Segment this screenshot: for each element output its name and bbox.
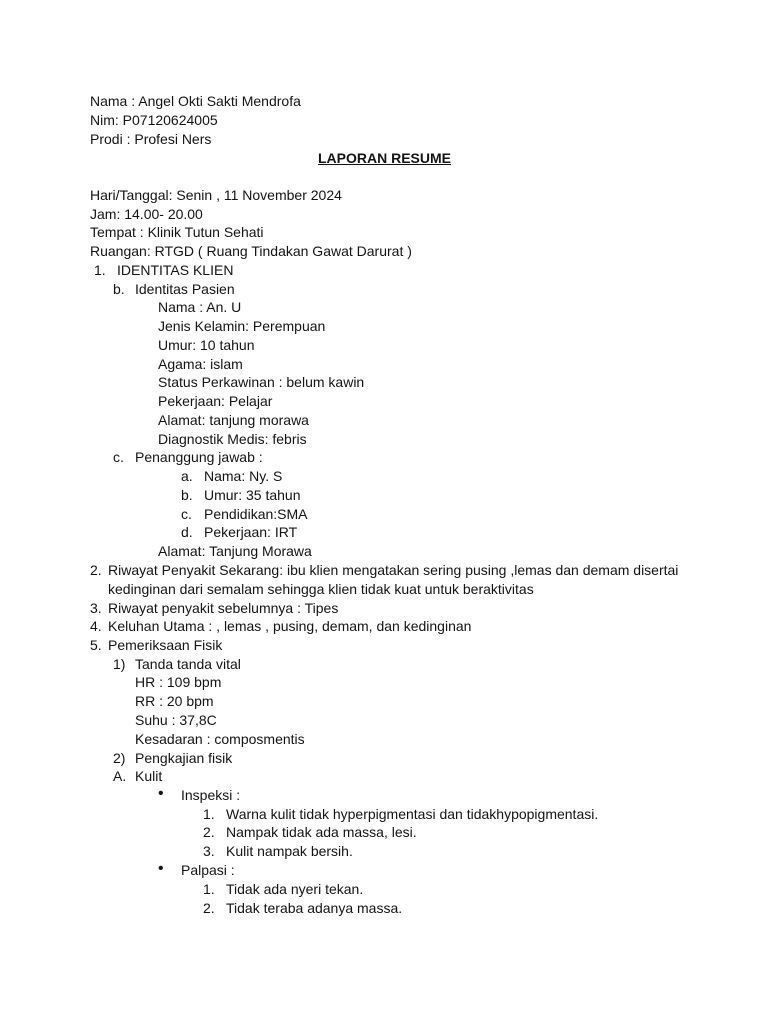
current-illness-history-line2: kedinginan dari semalam sehingga klien tidak kuat untuk beraktivitas bbox=[108, 581, 534, 597]
report-title: LAPORAN RESUME bbox=[318, 150, 452, 166]
guardian-item-marker: d. bbox=[181, 524, 193, 540]
info-place: Tempat : Klinik Tutun Sehati bbox=[90, 224, 264, 240]
patient-address: Alamat: tanjung morawa bbox=[158, 412, 309, 428]
patient-diagnosis: Diagnostik Medis: febris bbox=[158, 431, 307, 447]
skin-title: Kulit bbox=[135, 768, 163, 784]
section-3-number: 3. bbox=[90, 600, 102, 616]
guardian-age: Umur: 35 tahun bbox=[204, 487, 301, 503]
patient-age: Umur: 10 tahun bbox=[158, 337, 255, 353]
info-room: Ruangan: RTGD ( Ruang Tindakan Gawat Darurat ) bbox=[90, 243, 412, 259]
subsection-c-marker: c. bbox=[113, 449, 124, 465]
vitals-marker: 1) bbox=[113, 656, 126, 672]
palpation-title: Palpasi : bbox=[181, 862, 235, 878]
guardian-education: Pendidikan:SMA bbox=[204, 506, 308, 522]
inspection-title: Inspeksi : bbox=[181, 787, 241, 803]
patient-name: Nama : An. U bbox=[158, 299, 242, 315]
guardian-item-marker: b. bbox=[181, 487, 193, 503]
info-date: Hari/Tanggal: Senin , 11 November 2024 bbox=[90, 187, 342, 203]
subsection-c-title: Penanggung jawab : bbox=[135, 449, 263, 465]
vital-heart-rate: HR : 109 bpm bbox=[135, 674, 222, 690]
guardian-address: Alamat: Tanjung Morawa bbox=[158, 543, 312, 559]
subsection-b-marker: b. bbox=[113, 281, 125, 297]
skin-marker: A. bbox=[113, 768, 127, 784]
student-nim: Nim: P07120624005 bbox=[90, 112, 218, 128]
palpation-item-marker: 2. bbox=[203, 900, 215, 916]
patient-marital-status: Status Perkawinan : belum kawin bbox=[158, 374, 365, 390]
inspection-item-marker: 3. bbox=[203, 843, 215, 859]
section-5-title: Pemeriksaan Fisik bbox=[108, 637, 223, 653]
guardian-item-marker: c. bbox=[181, 506, 192, 522]
main-complaint: Keluhan Utama : , lemas , pusing, demam, dan kedinginan bbox=[108, 618, 472, 634]
section-4-number: 4. bbox=[90, 618, 102, 634]
guardian-occupation: Pekerjaan: IRT bbox=[204, 524, 298, 540]
vital-temperature: Suhu : 37,8C bbox=[135, 712, 217, 728]
info-time: Jam: 14.00- 20.00 bbox=[90, 206, 203, 222]
subsection-b-title: Identitas Pasien bbox=[135, 281, 235, 297]
inspection-item-marker: 2. bbox=[203, 824, 215, 840]
bullet-icon: • bbox=[158, 860, 164, 877]
physical-assessment-marker: 2) bbox=[113, 750, 126, 766]
student-name: Nama : Angel Okti Sakti Mendrofa bbox=[90, 93, 301, 109]
bullet-icon: • bbox=[158, 785, 164, 802]
current-illness-history-line1: Riwayat Penyakit Sekarang: ibu klien mengatakan sering pusing ,lemas dan demam disertai bbox=[108, 562, 679, 578]
inspection-item: Nampak tidak ada massa, lesi. bbox=[226, 824, 417, 840]
inspection-item: Warna kulit tidak hyperpigmentasi dan tidakhypopigmentasi. bbox=[226, 806, 599, 822]
inspection-item-marker: 1. bbox=[203, 806, 215, 822]
previous-illness-history: Riwayat penyakit sebelumnya : Tipes bbox=[108, 600, 339, 616]
inspection-item: Kulit nampak bersih. bbox=[226, 843, 353, 859]
palpation-item: Tidak teraba adanya massa. bbox=[226, 900, 403, 916]
patient-occupation: Pekerjaan: Pelajar bbox=[158, 393, 273, 409]
vitals-title: Tanda tanda vital bbox=[135, 656, 241, 672]
guardian-name: Nama: Ny. S bbox=[204, 468, 283, 484]
patient-religion: Agama: islam bbox=[158, 356, 243, 372]
section-1-number: 1. bbox=[94, 262, 106, 278]
guardian-item-marker: a. bbox=[181, 468, 193, 484]
vital-respiratory-rate: RR : 20 bpm bbox=[135, 693, 214, 709]
section-1-title: IDENTITAS KLIEN bbox=[117, 262, 234, 278]
patient-gender: Jenis Kelamin: Perempuan bbox=[158, 318, 326, 334]
palpation-item: Tidak ada nyeri tekan. bbox=[226, 881, 364, 897]
physical-assessment-title: Pengkajian fisik bbox=[135, 750, 233, 766]
palpation-item-marker: 1. bbox=[203, 881, 215, 897]
section-5-number: 5. bbox=[90, 637, 102, 653]
vital-consciousness: Kesadaran : composmentis bbox=[135, 731, 305, 747]
student-prodi: Prodi : Profesi Ners bbox=[90, 131, 212, 147]
section-2-number: 2. bbox=[90, 562, 102, 578]
